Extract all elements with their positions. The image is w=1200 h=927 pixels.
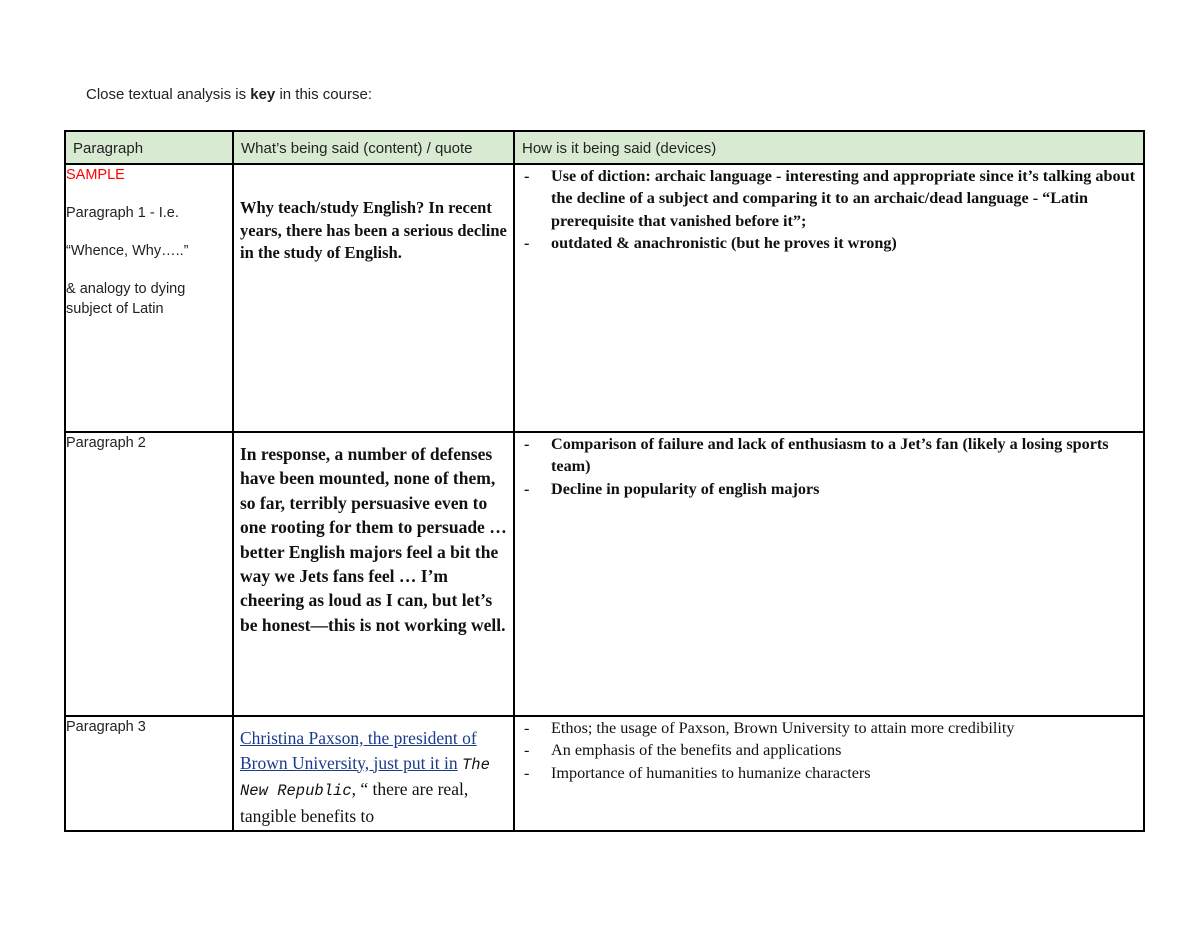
quote-text: [234, 717, 513, 828]
quote-text: Why teach/study English? In recent years, there has been a serious decline in the study of English.: [240, 198, 507, 262]
sample-label: SAMPLE: [66, 167, 125, 183]
paragraph-line: & analogy to dying subject of Latin: [66, 281, 186, 317]
devices-cell: [514, 164, 1144, 432]
devices-cell: [514, 432, 1144, 716]
device-item: - Ethos; the usage of Paxson, Brown University to attain more credibility: [551, 717, 1135, 739]
table-row: [65, 164, 1144, 432]
quote-cell: [233, 164, 514, 432]
header-content-quote: What’s being said (content) / quote: [233, 131, 514, 164]
paragraph-cell: [65, 164, 233, 432]
quote-cell: [233, 432, 514, 716]
intro-before: Close textual analysis is: [86, 86, 251, 103]
paragraph-line: “Whence, Why…..”: [66, 243, 189, 259]
devices-list: [515, 433, 1143, 500]
quote-source-link[interactable]: Christina Paxson, the president of Brown University, just put it in: [240, 728, 477, 773]
intro-text: [86, 86, 372, 103]
quote-rest: , “ there are real, tangible benefits to: [240, 779, 469, 826]
devices-list: [515, 165, 1143, 255]
device-item: - Importance of humanities to humanize characters: [551, 762, 1135, 784]
quote-text: In response, a number of defenses have been mounted, none of them, so far, terribly persuasive even to one rooting for them to persuade … better English majors feel a bit the way we Jets fans feel … I’m cheering as loud as I can, but let’s be honest—this is not working well.: [240, 444, 507, 635]
intro-key-word: key: [250, 86, 276, 103]
table-row: [65, 716, 1144, 831]
devices-cell: [514, 716, 1144, 831]
device-item: - Use of diction: archaic language - interesting and appropriate since it’s talking about the decline of a subject and comparing it to an archaic/dead language - “Latin prerequisite that vanished before it”;: [551, 165, 1135, 232]
devices-list: [515, 717, 1143, 784]
header-devices: How is it being said (devices): [514, 131, 1144, 164]
device-item: - outdated & anachronistic (but he proves it wrong): [551, 232, 1135, 254]
header-paragraph: Paragraph: [65, 131, 233, 164]
table-header-row: [65, 131, 1144, 164]
analysis-table: [64, 130, 1145, 832]
publication-title: The New Republic: [240, 755, 490, 801]
device-item: - Comparison of failure and lack of enthusiasm to a Jet’s fan (likely a losing sports team): [551, 433, 1135, 478]
device-item: - An emphasis of the benefits and applications: [551, 739, 1135, 761]
device-item: - Decline in popularity of english majors: [551, 478, 1135, 500]
table-row: [65, 432, 1144, 716]
intro-after: in this course:: [275, 86, 372, 103]
paragraph-cell: Paragraph 2: [65, 432, 233, 716]
paragraph-cell: Paragraph 3: [65, 716, 233, 831]
paragraph-line: Paragraph 1 - I.e.: [66, 205, 179, 221]
quote-cell: [233, 716, 514, 831]
